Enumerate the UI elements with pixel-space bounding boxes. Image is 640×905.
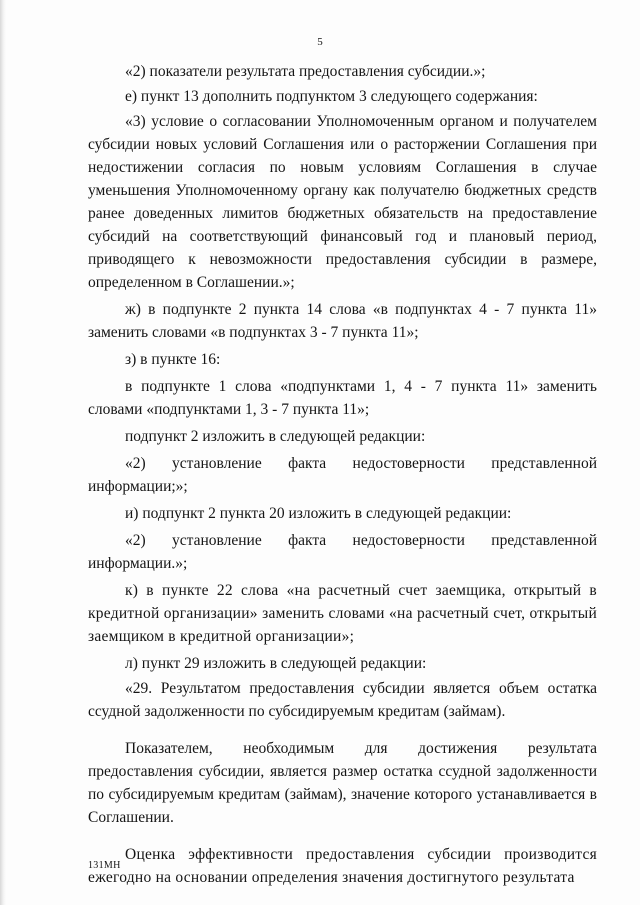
page-number: 5 xyxy=(317,36,323,48)
paragraph-13: «29. Результатом предоставления субсидии является объем остатка ссудной задолженности по субсидируемым кредитам (займам). xyxy=(88,680,597,720)
paragraph-11: к) в пункте 22 слова «на расчетный счет заемщика, открытый в кредитной организации» заменить словами «на расчетный счет, открытый заемщиком в кредитной организации»; xyxy=(88,582,597,645)
paragraph-14: Показателем, необходимым для достижения результата предоставления субсидии, является размер остатка ссудной задолженности по субсидируемым кредитам (займам), значение которого устанавливается в Соглашении. xyxy=(88,740,597,826)
paragraph-15: Оценка эффективности предоставления субсидии производится ежегодно на основании определения значения достигнутого результата xyxy=(88,846,597,886)
document-code: 131МН xyxy=(88,860,121,871)
paragraph-9: и) подпункт 2 пункта 20 изложить в следующей редакции: xyxy=(125,505,512,522)
document-body xyxy=(88,60,597,889)
paragraph-12: л) пункт 29 изложить в следующей редакции: xyxy=(125,655,427,672)
paragraph-10: «2) установление факта недостоверности представленной информации.»; xyxy=(88,532,597,572)
paragraph-5: з) в пункте 16: xyxy=(125,351,221,368)
paragraph-7: подпункт 2 изложить в следующей редакции: xyxy=(125,428,426,445)
paragraph-4: ж) в подпункте 2 пункта 14 слова «в подпунктах 4 - 7 пункта 11» заменить словами «в подпунктах 3 - 7 пункта 11»; xyxy=(88,301,597,341)
paragraph-3: «3) условие о согласовании Уполномоченным органом и получателем субсидии новых условий Соглашения или о расторжении Соглашения при недостижении согласия по новым условиям Соглашения в случае уменьшения Уполномоченному органу как получателю бюджетных средств ранее доведенных лимитов бюджетных обязательств на предоставление субсидий на соответствующий финансовый год и плановый период, приводящего к невозможности предоставления субсидии в размере, определенном в Соглашении.»; xyxy=(88,113,597,291)
paragraph-8: «2) установление факта недостоверности представленной информации;»; xyxy=(88,455,597,495)
paragraph-2: е) пункт 13 дополнить подпунктом 3 следующего содержания: xyxy=(125,88,538,105)
page-edge-shadow xyxy=(0,0,6,905)
paragraph-6: в подпункте 1 слова «подпунктами 1, 4 - 7 пункта 11» заменить словами «подпунктами 1, 3 - 7 пункта 11»; xyxy=(88,378,597,418)
paragraph-1: «2) показатели результата предоставления субсидии.»; xyxy=(125,63,486,80)
